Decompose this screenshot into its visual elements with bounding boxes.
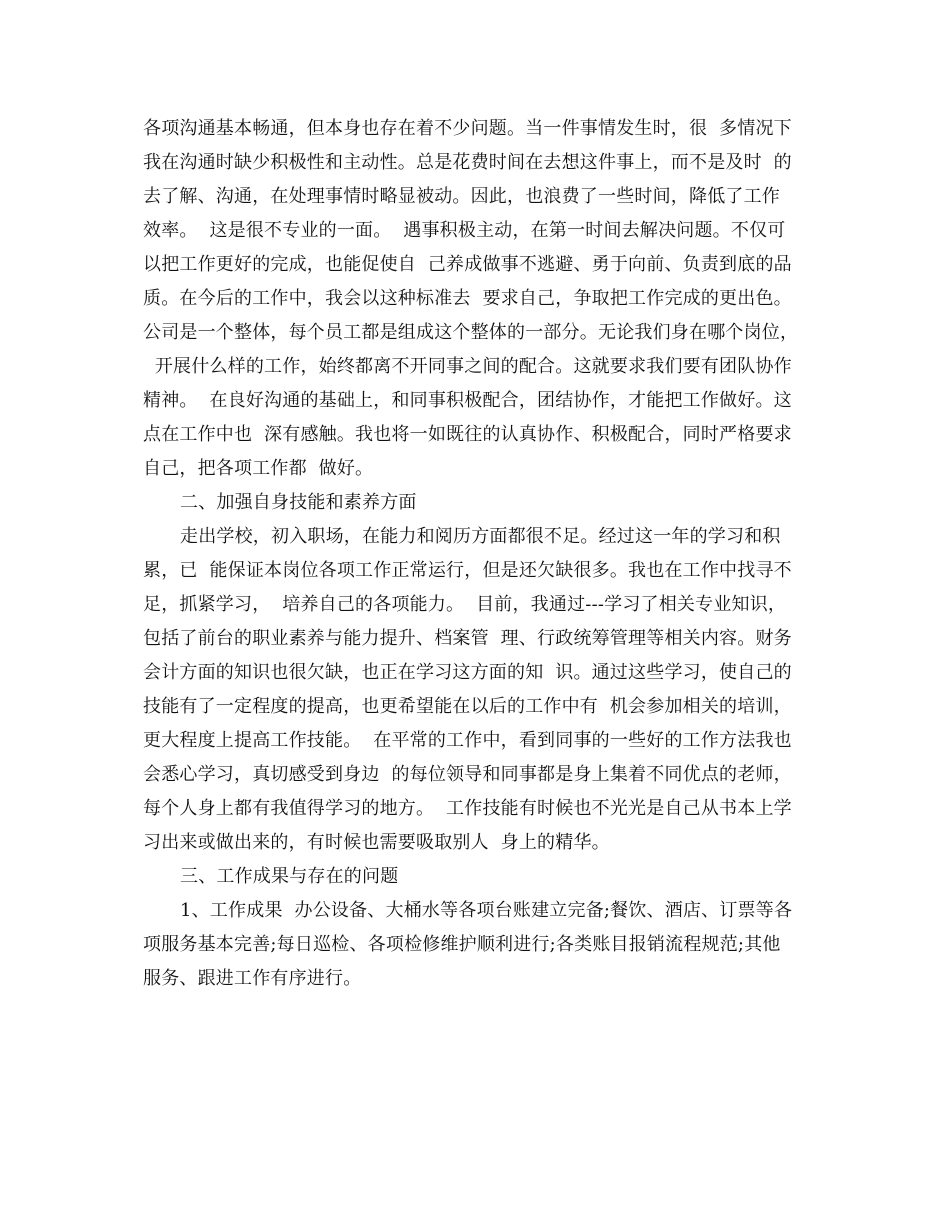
body-line: 各项沟通基本畅通，但本身也存在着不少问题。当一件事情发生时，很 多情况下: [143, 118, 792, 139]
body-line: 去了解、沟通，在处理事情时略显被动。因此，也浪费了一些时间，降低了工作: [143, 186, 780, 207]
body-line: 项服务基本完善;每日巡检、各项检修维护顺利进行;各类账目报销流程规范;其他: [143, 934, 781, 955]
body-line: 更大程度上提高工作技能。 在平常的工作中，看到同事的一些好的工作方法我也: [143, 730, 792, 751]
body-line: 以把工作更好的完成，也能促使自 己养成做事不逃避、勇于向前、负责到底的品: [143, 254, 792, 275]
body-line: 自己，把各项工作都 做好。: [143, 458, 374, 479]
body-line: 足，抓紧学习， 培养自己的各项能力。 目前，我通过---学习了相关专业知识，: [143, 594, 787, 615]
body-line: 累，已 能保证本岗位各项工作正常运行，但是还欠缺很多。我也在工作中找寻不: [143, 560, 792, 581]
body-line: 包括了前台的职业素养与能力提升、档案管 理、行政统筹管理等相关内容。财务: [143, 628, 792, 649]
body-line: 开展什么样的工作，始终都离不开同事之间的配合。这就要求我们要有团队协作: [143, 356, 792, 377]
body-line: 会悉心学习，真切感受到身边 的每位领导和同事都是身上集着不同优点的老师，: [143, 764, 792, 785]
body-line: 质。在今后的工作中，我会以这种标准去 要求自己，争取把工作完成的更出色。: [143, 288, 792, 309]
body-line: 我在沟通时缺少积极性和主动性。总是花费时间在去想这件事上，而不是及时 的: [143, 152, 792, 173]
body-line: 每个人身上都有我值得学习的地方。 工作技能有时候也不光光是自己从书本上学: [143, 798, 792, 819]
body-line: 点在工作中也 深有感触。我也将一如既往的认真协作、积极配合，同时严格要求: [143, 424, 792, 445]
body-line: 效率。 这是很不专业的一面。 遇事积极主动，在第一时间去解决问题。不仅可: [143, 220, 786, 241]
body-line: 公司是一个整体，每个员工都是组成这个整体的一部分。无论我们身在哪个岗位，: [143, 322, 799, 343]
body-line: 服务、跟进工作有序进行。: [143, 968, 362, 989]
body-line: 习出来或做出来的，有时候也需要吸取别人 身上的精华。: [143, 832, 610, 853]
body-line: 精神。 在良好沟通的基础上，和同事积极配合，团结协作，才能把工作做好。这: [143, 390, 792, 411]
section-heading: 二、加强自身技能和素养方面: [180, 492, 417, 513]
document-body: [143, 112, 815, 996]
body-line: 会计方面的知识也很欠缺，也正在学习这方面的知 识。通过这些学习，使自己的: [143, 662, 792, 683]
paragraph-first-line: 1、工作成果 办公设备、大桶水等各项台账建立完备;餐饮、酒店、订票等各: [180, 900, 793, 921]
section-heading: 三、工作成果与存在的问题: [180, 866, 399, 887]
body-line: 技能有了一定程度的提高，也更希望能在以后的工作中有 机会参加相关的培训，: [143, 696, 792, 717]
paragraph-first-line: 走出学校，初入职场，在能力和阅历方面都很不足。经过这一年的学习和积: [180, 526, 781, 547]
